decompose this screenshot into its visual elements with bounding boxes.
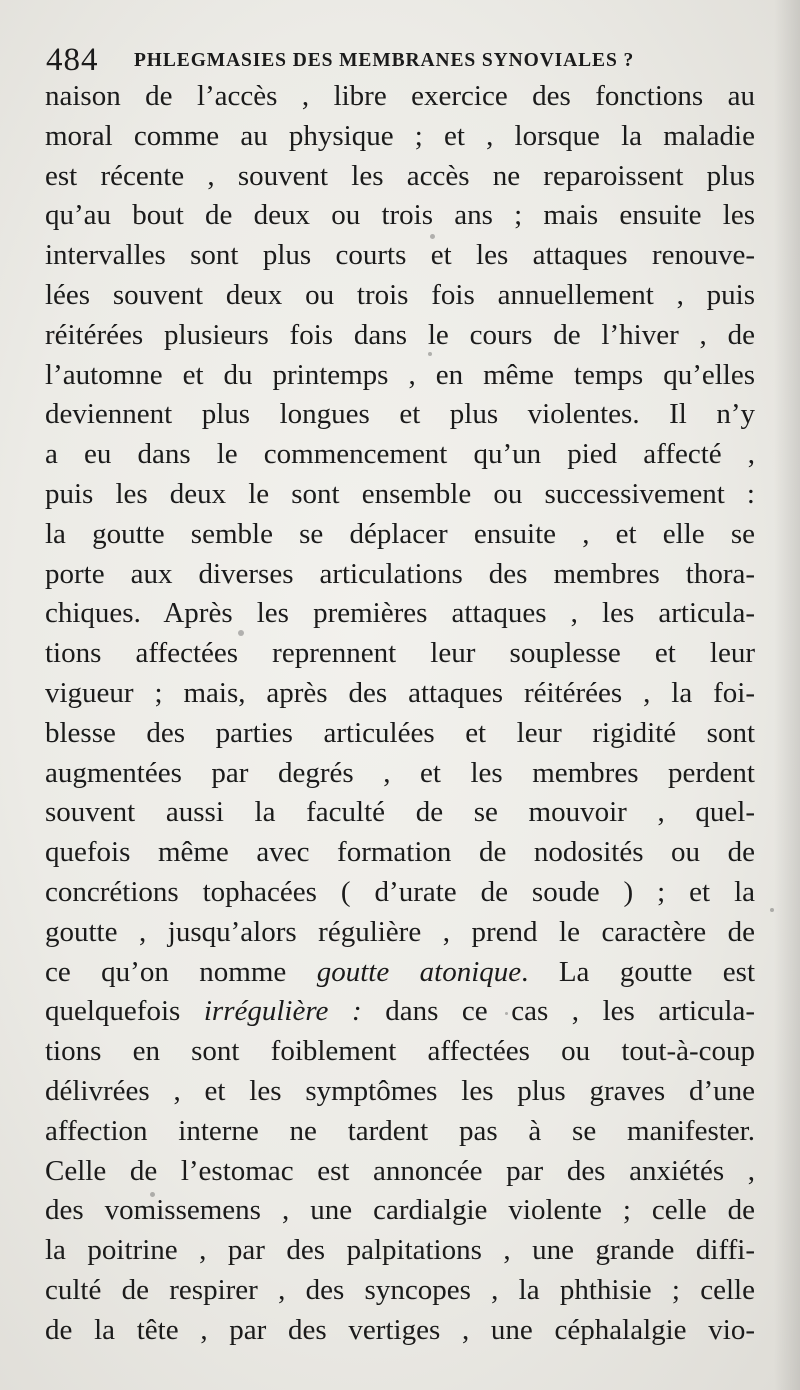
text-line: qu’au bout de deux ou trois ans ; mais ensuite les [45,199,755,232]
text-line: est récente , souvent les accès ne reparoissent plus [45,159,755,192]
text-line: deviennent plus longues et plus violentes. Il n’y [45,398,755,431]
running-head: PHLEGMASIES DES MEMBRANES SYNOVIALES ? [134,50,635,71]
text-line: tions en sont foiblement affectées ou tout-à-coup [45,1035,755,1068]
text-segment: quelquefois [45,995,204,1028]
text-line: la poitrine , par des palpitations , une grande diffi- [45,1234,755,1267]
text-line: délivrées , et les symptômes les plus graves d’une [45,1074,755,1107]
page-edge-shadow [774,0,800,1390]
text-segment: dans ce cas , les articula- [361,995,755,1028]
text-segment: . La goutte est [521,955,755,988]
text-line: l’automne et du printemps , en même temps qu’elles [45,358,755,391]
text-line: tions affectées reprennent leur souplesse et leur [45,637,755,670]
text-line: de la tête , par des vertiges , une céphalalgie vio- [45,1313,755,1346]
text-line: moral comme au physique ; et , lorsque la maladie [45,119,755,152]
page-number: 484 [46,42,99,78]
paper-speck [505,1012,508,1015]
paper-speck [770,908,774,912]
text-line: quefois même avec formation de nodosités ou de [45,836,755,869]
text-line: souvent aussi la faculté de se mouvoir , quel- [45,796,755,829]
text-line: puis les deux le sont ensemble ou successivement : [45,477,755,510]
text-line: blesse des parties articulées et leur rigidité sont [45,716,755,749]
paper-speck [238,630,244,636]
text-line: vigueur ; mais, après des attaques réitérées , la foi- [45,676,755,709]
text-line: augmentées par degrés , et les membres perdent [45,756,755,789]
text-line: chiques. Après les premières attaques , les articula- [45,597,755,630]
text-line: affection interne ne tardent pas à se manifester. [45,1114,755,1147]
text-line: a eu dans le commencement qu’un pied affecté , [45,438,755,471]
text-line: lées souvent deux ou trois fois annuellement , puis [45,278,755,311]
italic-term: goutte atonique [316,955,522,988]
text-line: des vomissemens , une cardialgie violente ; celle de [45,1194,755,1227]
text-line [45,992,755,1032]
text-line: naison de l’accès , libre exercice des fonctions au [45,80,755,112]
text-line [45,953,755,993]
body-text [45,77,755,1351]
text-segment: ce qu’on nomme [45,955,317,988]
text-line: Celle de l’estomac est annoncée par des anxiétés , [45,1154,755,1187]
paper-speck [150,1192,155,1197]
text-line: intervalles sont plus courts et les attaques renouve- [45,239,755,272]
text-line: culté de respirer , des syncopes , la phthisie ; celle [45,1273,755,1306]
text-line: la goutte semble se déplacer ensuite , et elle se [45,517,755,550]
text-line: porte aux diverses articulations des membres thora- [45,557,755,590]
text-line: goutte , jusqu’alors régulière , prend le caractère de [45,915,755,948]
italic-term: irrégulière : [203,995,362,1028]
paper-speck [430,234,435,239]
text-line: concrétions tophacées ( d’urate de soude ) ; et la [45,875,755,908]
text-line: réitérées plusieurs fois dans le cours de l’hiver , de [45,318,755,351]
paper-speck [428,352,432,356]
